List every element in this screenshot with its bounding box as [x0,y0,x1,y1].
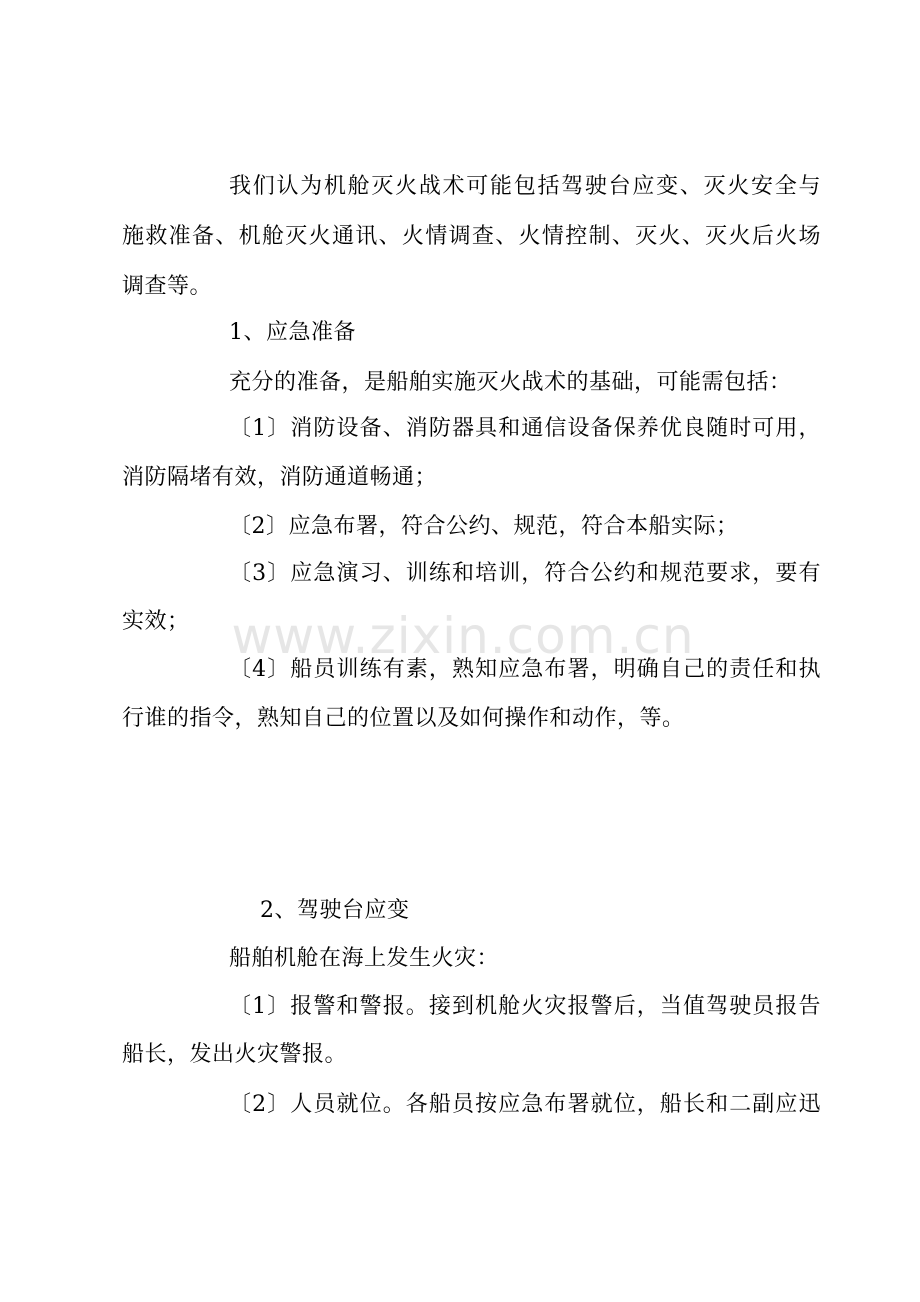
section2-lead: 船舶机舱在海上发生火灾： [229,946,500,971]
section1-item-1-line-2: 消防隔堵有效，消防通道畅通； [122,465,438,490]
section1-item-4-line-2: 行谁的指令，熟知自己的位置以及如何操作和动作，等。 [122,706,685,731]
watermark: www.zixin.com.cn [231,607,695,665]
section1-heading: 1、应急准备 [229,320,356,345]
section1-lead: 充分的准备，是船舶实施灭火战术的基础，可能需包括： [229,370,792,395]
section1-item-3-line-2: 实效； [122,609,190,634]
section2-item-1-line-2: 船长，发出火灾警报。 [122,1042,348,1067]
section2-heading: 2、驾驶台应变 [260,898,410,923]
section1-item-2-line-1: 〔2〕应急布署，符合公约、规范，符合本船实际； [229,514,739,539]
section1-item-1-line-1: 〔1〕消防设备、消防器具和通信设备保养优良随时可用， [229,416,821,441]
intro-line-3: 调查等。 [122,274,213,299]
intro-line-2: 施救准备、机舱灭火通讯、火情调查、火情控制、灭火、灭火后火场 [122,224,821,249]
section1-item-3-line-1: 〔3〕应急演习、训练和培训，符合公约和规范要求，要有 [229,561,821,586]
section1-item-4-line-1: 〔4〕船员训练有素，熟知应急布署，明确自己的责任和执 [229,657,821,682]
section2-item-2-line-1: 〔2〕人员就位。各船员按应急布署就位，船长和二副应迅 [229,1092,821,1117]
section2-item-1-line-1: 〔1〕报警和警报。接到机舱火灾报警后，当值驾驶员报告 [229,994,821,1019]
intro-line-1: 我们认为机舱灭火战术可能包括驾驶台应变、灭火安全与 [229,174,821,199]
